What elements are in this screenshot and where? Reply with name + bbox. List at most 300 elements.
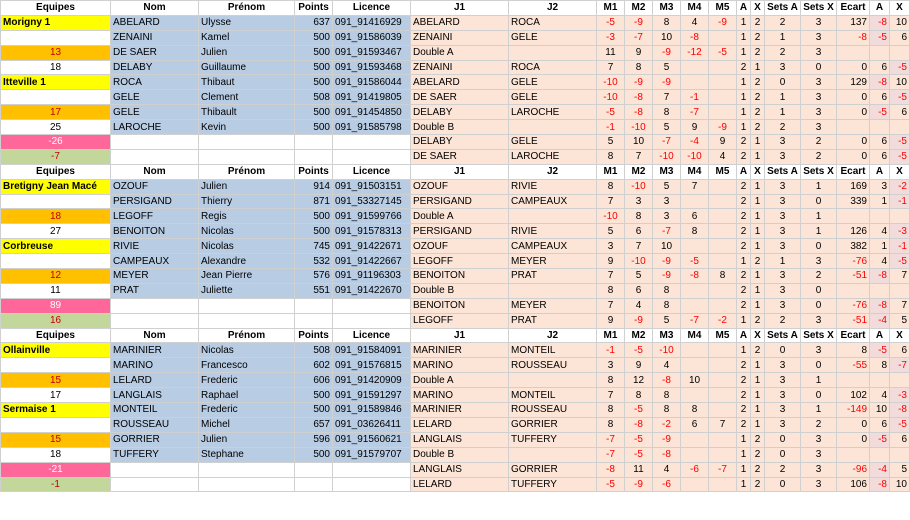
points-cell[interactable]: 500 — [295, 447, 333, 462]
prenom-cell[interactable]: Michel — [199, 417, 295, 432]
x-cell[interactable]: 1 — [751, 135, 765, 150]
m2-cell[interactable]: -5 — [625, 447, 653, 462]
nom-cell[interactable]: CAMPEAUX — [111, 254, 199, 269]
column-header-9[interactable]: M3 — [653, 328, 681, 343]
m4-cell[interactable] — [681, 194, 709, 209]
column-header-4[interactable]: Licence — [333, 328, 411, 343]
column-header-0[interactable]: Equipes — [1, 164, 111, 179]
m5-cell[interactable] — [709, 75, 737, 90]
column-header-7[interactable]: M1 — [597, 328, 625, 343]
ecart-cell[interactable] — [837, 447, 870, 462]
column-header-10[interactable]: M4 — [681, 164, 709, 179]
m5-cell[interactable] — [709, 254, 737, 269]
nom-cell[interactable]: DELABY — [111, 60, 199, 75]
m1-cell[interactable]: -10 — [597, 209, 625, 224]
ecart-cell[interactable]: -149 — [837, 403, 870, 418]
m4-cell[interactable]: 8 — [681, 224, 709, 239]
result-a-cell[interactable]: 4 — [870, 224, 890, 239]
points-cell[interactable]: 500 — [295, 30, 333, 45]
sets-a-cell[interactable]: 3 — [765, 388, 801, 403]
result-x-cell[interactable]: 6 — [890, 30, 910, 45]
sets-x-cell[interactable]: 1 — [801, 403, 837, 418]
x-cell[interactable]: 1 — [751, 283, 765, 298]
result-x-cell[interactable]: -2 — [890, 179, 910, 194]
ecart-cell[interactable]: 382 — [837, 239, 870, 254]
points-cell[interactable]: 637 — [295, 15, 333, 30]
sets-x-cell[interactable]: 0 — [801, 60, 837, 75]
m3-cell[interactable]: -7 — [653, 135, 681, 150]
column-header-12[interactable]: A — [737, 328, 751, 343]
result-x-cell[interactable]: -3 — [890, 224, 910, 239]
j1-cell[interactable]: OZOUF — [411, 239, 509, 254]
m4-cell[interactable] — [681, 298, 709, 313]
m5-cell[interactable]: -9 — [709, 120, 737, 135]
ecart-cell[interactable]: 0 — [837, 105, 870, 120]
j2-cell[interactable]: ROCA — [509, 15, 597, 30]
m3-cell[interactable]: 3 — [653, 194, 681, 209]
ecart-cell[interactable]: 129 — [837, 75, 870, 90]
j1-cell[interactable]: PERSIGAND — [411, 194, 509, 209]
points-cell[interactable]: 576 — [295, 269, 333, 284]
j2-cell[interactable]: ROUSSEAU — [509, 403, 597, 418]
m2-cell[interactable]: -9 — [625, 15, 653, 30]
m2-cell[interactable]: -8 — [625, 417, 653, 432]
sets-a-cell[interactable]: 3 — [765, 283, 801, 298]
a-cell[interactable]: 1 — [737, 462, 751, 477]
x-cell[interactable]: 1 — [751, 239, 765, 254]
j1-cell[interactable]: LEGOFF — [411, 313, 509, 328]
points-cell[interactable]: 500 — [295, 75, 333, 90]
licence-cell[interactable]: 091_91593467 — [333, 45, 411, 60]
m2-cell[interactable]: 8 — [625, 209, 653, 224]
points-cell[interactable]: 657 — [295, 417, 333, 432]
m1-cell[interactable]: 8 — [597, 417, 625, 432]
m2-cell[interactable]: 6 — [625, 283, 653, 298]
m4-cell[interactable]: 8 — [681, 403, 709, 418]
x-cell[interactable]: 2 — [751, 313, 765, 328]
result-a-cell[interactable]: 6 — [870, 60, 890, 75]
licence-cell[interactable]: 091_53327145 — [333, 194, 411, 209]
nom-cell[interactable]: DE SAER — [111, 45, 199, 60]
j2-cell[interactable]: PRAT — [509, 313, 597, 328]
x-cell[interactable]: 2 — [751, 105, 765, 120]
ecart-cell[interactable]: 0 — [837, 60, 870, 75]
prenom-cell[interactable]: Frederic — [199, 373, 295, 388]
a-cell[interactable]: 1 — [737, 343, 751, 358]
sets-a-cell[interactable]: 3 — [765, 179, 801, 194]
points-cell[interactable] — [295, 462, 333, 477]
result-x-cell[interactable]: -5 — [890, 135, 910, 150]
m2-cell[interactable]: 7 — [625, 149, 653, 164]
a-cell[interactable]: 2 — [737, 149, 751, 164]
prenom-cell[interactable]: Frederic — [199, 403, 295, 418]
m2-cell[interactable]: -5 — [625, 403, 653, 418]
column-header-1[interactable]: Nom — [111, 328, 199, 343]
prenom-cell[interactable]: Nicolas — [199, 224, 295, 239]
m5-cell[interactable] — [709, 239, 737, 254]
j2-cell[interactable] — [509, 209, 597, 224]
prenom-cell[interactable]: Alexandre — [199, 254, 295, 269]
m4-cell[interactable] — [681, 477, 709, 492]
j2-cell[interactable]: GELE — [509, 90, 597, 105]
licence-cell[interactable] — [333, 477, 411, 492]
ecart-cell[interactable] — [837, 120, 870, 135]
points-cell[interactable]: 532 — [295, 254, 333, 269]
sets-x-cell[interactable]: 2 — [801, 135, 837, 150]
team-cell[interactable] — [1, 90, 111, 105]
sets-a-cell[interactable]: 3 — [765, 269, 801, 284]
sets-a-cell[interactable]: 3 — [765, 209, 801, 224]
x-cell[interactable]: 2 — [751, 75, 765, 90]
result-x-cell[interactable]: 6 — [890, 432, 910, 447]
m1-cell[interactable]: 8 — [597, 403, 625, 418]
m5-cell[interactable] — [709, 30, 737, 45]
column-header-8[interactable]: M2 — [625, 1, 653, 16]
result-x-cell[interactable]: -1 — [890, 194, 910, 209]
m5-cell[interactable]: -7 — [709, 462, 737, 477]
prenom-cell[interactable] — [199, 135, 295, 150]
result-x-cell[interactable] — [890, 120, 910, 135]
sets-x-cell[interactable]: 2 — [801, 269, 837, 284]
m5-cell[interactable] — [709, 224, 737, 239]
m1-cell[interactable]: -1 — [597, 343, 625, 358]
j2-cell[interactable]: MONTEIL — [509, 388, 597, 403]
x-cell[interactable]: 2 — [751, 45, 765, 60]
x-cell[interactable]: 1 — [751, 60, 765, 75]
team-cell[interactable]: 15 — [1, 432, 111, 447]
sets-a-cell[interactable]: 2 — [765, 120, 801, 135]
m1-cell[interactable]: 9 — [597, 313, 625, 328]
column-header-18[interactable]: X — [890, 1, 910, 16]
team-cell[interactable]: 15 — [1, 373, 111, 388]
j1-cell[interactable]: ZENAINI — [411, 60, 509, 75]
points-cell[interactable]: 500 — [295, 105, 333, 120]
m2-cell[interactable]: 9 — [625, 45, 653, 60]
column-header-8[interactable]: M2 — [625, 164, 653, 179]
points-cell[interactable] — [295, 135, 333, 150]
licence-cell[interactable]: 091_91579707 — [333, 447, 411, 462]
column-header-6[interactable]: J2 — [509, 328, 597, 343]
j2-cell[interactable]: GELE — [509, 135, 597, 150]
sets-x-cell[interactable]: 2 — [801, 417, 837, 432]
m2-cell[interactable]: -9 — [625, 477, 653, 492]
result-a-cell[interactable] — [870, 283, 890, 298]
column-header-15[interactable]: Sets X — [801, 164, 837, 179]
j1-cell[interactable]: Double A — [411, 45, 509, 60]
sets-x-cell[interactable]: 3 — [801, 432, 837, 447]
column-header-3[interactable]: Points — [295, 164, 333, 179]
m5-cell[interactable] — [709, 283, 737, 298]
j2-cell[interactable] — [509, 447, 597, 462]
licence-cell[interactable]: 091_03626411 — [333, 417, 411, 432]
points-cell[interactable]: 745 — [295, 239, 333, 254]
nom-cell[interactable]: BENOITON — [111, 224, 199, 239]
prenom-cell[interactable]: Thibaut — [199, 75, 295, 90]
m3-cell[interactable]: 5 — [653, 120, 681, 135]
j1-cell[interactable]: DE SAER — [411, 149, 509, 164]
team-cell[interactable]: 17 — [1, 388, 111, 403]
nom-cell[interactable] — [111, 298, 199, 313]
column-header-13[interactable]: X — [751, 328, 765, 343]
sets-x-cell[interactable]: 1 — [801, 209, 837, 224]
points-cell[interactable]: 551 — [295, 283, 333, 298]
m3-cell[interactable]: -6 — [653, 477, 681, 492]
m4-cell[interactable] — [681, 343, 709, 358]
a-cell[interactable]: 1 — [737, 30, 751, 45]
a-cell[interactable]: 1 — [737, 477, 751, 492]
sets-a-cell[interactable]: 1 — [765, 254, 801, 269]
a-cell[interactable]: 1 — [737, 15, 751, 30]
team-cell[interactable]: Corbreuse — [1, 239, 111, 254]
points-cell[interactable] — [295, 298, 333, 313]
m3-cell[interactable]: 8 — [653, 15, 681, 30]
nom-cell[interactable]: PRAT — [111, 283, 199, 298]
team-cell[interactable]: 13 — [1, 45, 111, 60]
m2-cell[interactable]: -8 — [625, 90, 653, 105]
sets-x-cell[interactable]: 3 — [801, 462, 837, 477]
m1-cell[interactable]: -5 — [597, 15, 625, 30]
column-header-0[interactable]: Equipes — [1, 1, 111, 16]
sets-x-cell[interactable]: 0 — [801, 298, 837, 313]
m2-cell[interactable]: 12 — [625, 373, 653, 388]
team-cell[interactable] — [1, 358, 111, 373]
m1-cell[interactable]: -10 — [597, 75, 625, 90]
j1-cell[interactable]: MARINIER — [411, 403, 509, 418]
m2-cell[interactable]: -10 — [625, 179, 653, 194]
points-cell[interactable] — [295, 149, 333, 164]
m5-cell[interactable]: -2 — [709, 313, 737, 328]
team-cell[interactable] — [1, 417, 111, 432]
m4-cell[interactable]: -5 — [681, 254, 709, 269]
m3-cell[interactable]: 4 — [653, 358, 681, 373]
result-a-cell[interactable]: -5 — [870, 432, 890, 447]
m2-cell[interactable]: 8 — [625, 60, 653, 75]
team-cell[interactable]: Itteville 1 — [1, 75, 111, 90]
sets-a-cell[interactable]: 2 — [765, 313, 801, 328]
prenom-cell[interactable]: Juliette — [199, 283, 295, 298]
m1-cell[interactable]: 11 — [597, 45, 625, 60]
m2-cell[interactable]: 5 — [625, 269, 653, 284]
column-header-14[interactable]: Sets A — [765, 164, 801, 179]
j2-cell[interactable]: CAMPEAUX — [509, 239, 597, 254]
ecart-cell[interactable]: 169 — [837, 179, 870, 194]
m3-cell[interactable]: -9 — [653, 269, 681, 284]
team-cell[interactable]: Morigny 1 — [1, 15, 111, 30]
m4-cell[interactable]: 6 — [681, 417, 709, 432]
column-header-16[interactable]: Ecart — [837, 328, 870, 343]
m2-cell[interactable]: -8 — [625, 105, 653, 120]
m4-cell[interactable]: 7 — [681, 179, 709, 194]
licence-cell[interactable]: 091_91454850 — [333, 105, 411, 120]
nom-cell[interactable]: ROCA — [111, 75, 199, 90]
m1-cell[interactable]: 7 — [597, 298, 625, 313]
a-cell[interactable]: 2 — [737, 417, 751, 432]
licence-cell[interactable] — [333, 313, 411, 328]
m1-cell[interactable]: -5 — [597, 477, 625, 492]
licence-cell[interactable] — [333, 298, 411, 313]
points-cell[interactable]: 500 — [295, 403, 333, 418]
x-cell[interactable]: 1 — [751, 403, 765, 418]
m3-cell[interactable]: 8 — [653, 283, 681, 298]
column-header-13[interactable]: X — [751, 1, 765, 16]
column-header-11[interactable]: M5 — [709, 164, 737, 179]
m4-cell[interactable]: -1 — [681, 90, 709, 105]
ecart-cell[interactable]: -76 — [837, 298, 870, 313]
m5-cell[interactable] — [709, 373, 737, 388]
team-cell[interactable]: Bretigny Jean Macé — [1, 179, 111, 194]
points-cell[interactable]: 508 — [295, 90, 333, 105]
sets-x-cell[interactable]: 3 — [801, 447, 837, 462]
licence-cell[interactable]: 091_91586039 — [333, 30, 411, 45]
m5-cell[interactable]: -5 — [709, 45, 737, 60]
sets-x-cell[interactable]: 1 — [801, 373, 837, 388]
column-header-13[interactable]: X — [751, 164, 765, 179]
j2-cell[interactable]: GELE — [509, 30, 597, 45]
j1-cell[interactable]: ABELARD — [411, 75, 509, 90]
nom-cell[interactable]: GELE — [111, 90, 199, 105]
m3-cell[interactable]: -9 — [653, 432, 681, 447]
m5-cell[interactable]: 8 — [709, 269, 737, 284]
licence-cell[interactable]: 091_91560621 — [333, 432, 411, 447]
sets-a-cell[interactable]: 1 — [765, 30, 801, 45]
x-cell[interactable]: 2 — [751, 477, 765, 492]
m3-cell[interactable]: 7 — [653, 90, 681, 105]
result-x-cell[interactable]: -7 — [890, 358, 910, 373]
column-header-3[interactable]: Points — [295, 1, 333, 16]
prenom-cell[interactable]: Raphael — [199, 388, 295, 403]
m2-cell[interactable]: -5 — [625, 432, 653, 447]
m2-cell[interactable]: 7 — [625, 239, 653, 254]
column-header-6[interactable]: J2 — [509, 164, 597, 179]
nom-cell[interactable]: GORRIER — [111, 432, 199, 447]
m5-cell[interactable] — [709, 403, 737, 418]
ecart-cell[interactable]: -51 — [837, 269, 870, 284]
result-a-cell[interactable]: -4 — [870, 462, 890, 477]
m4-cell[interactable]: -7 — [681, 105, 709, 120]
x-cell[interactable]: 2 — [751, 15, 765, 30]
nom-cell[interactable]: MARINO — [111, 358, 199, 373]
sets-a-cell[interactable]: 0 — [765, 75, 801, 90]
sets-x-cell[interactable]: 0 — [801, 194, 837, 209]
m3-cell[interactable]: -9 — [653, 45, 681, 60]
m4-cell[interactable]: 9 — [681, 120, 709, 135]
column-header-1[interactable]: Nom — [111, 164, 199, 179]
ecart-cell[interactable]: 0 — [837, 135, 870, 150]
result-x-cell[interactable]: 7 — [890, 298, 910, 313]
m3-cell[interactable]: 8 — [653, 403, 681, 418]
prenom-cell[interactable] — [199, 313, 295, 328]
licence-cell[interactable]: 091_91578313 — [333, 224, 411, 239]
sets-a-cell[interactable]: 3 — [765, 417, 801, 432]
m4-cell[interactable]: -10 — [681, 149, 709, 164]
column-header-18[interactable]: X — [890, 164, 910, 179]
m4-cell[interactable] — [681, 432, 709, 447]
points-cell[interactable]: 871 — [295, 194, 333, 209]
ecart-cell[interactable] — [837, 209, 870, 224]
sets-x-cell[interactable]: 3 — [801, 313, 837, 328]
licence-cell[interactable] — [333, 135, 411, 150]
m4-cell[interactable]: -4 — [681, 135, 709, 150]
ecart-cell[interactable]: -76 — [837, 254, 870, 269]
a-cell[interactable]: 2 — [737, 269, 751, 284]
m1-cell[interactable]: 5 — [597, 224, 625, 239]
licence-cell[interactable]: 091_91422671 — [333, 239, 411, 254]
x-cell[interactable]: 2 — [751, 343, 765, 358]
sets-a-cell[interactable]: 2 — [765, 462, 801, 477]
j2-cell[interactable]: PRAT — [509, 269, 597, 284]
result-a-cell[interactable] — [870, 209, 890, 224]
j2-cell[interactable]: MEYER — [509, 254, 597, 269]
x-cell[interactable]: 2 — [751, 254, 765, 269]
m1-cell[interactable]: 7 — [597, 388, 625, 403]
a-cell[interactable]: 2 — [737, 194, 751, 209]
m1-cell[interactable]: 3 — [597, 358, 625, 373]
sets-a-cell[interactable]: 2 — [765, 45, 801, 60]
m5-cell[interactable] — [709, 432, 737, 447]
column-header-7[interactable]: M1 — [597, 1, 625, 16]
result-x-cell[interactable]: 6 — [890, 105, 910, 120]
column-header-0[interactable]: Equipes — [1, 328, 111, 343]
j1-cell[interactable]: MARINO — [411, 388, 509, 403]
nom-cell[interactable] — [111, 313, 199, 328]
column-header-2[interactable]: Prénom — [199, 164, 295, 179]
m4-cell[interactable]: -8 — [681, 30, 709, 45]
m2-cell[interactable]: -7 — [625, 30, 653, 45]
licence-cell[interactable]: 091_91503151 — [333, 179, 411, 194]
m3-cell[interactable]: 8 — [653, 105, 681, 120]
j1-cell[interactable]: Double B — [411, 447, 509, 462]
m5-cell[interactable] — [709, 105, 737, 120]
sets-a-cell[interactable]: 1 — [765, 90, 801, 105]
sets-a-cell[interactable]: 3 — [765, 358, 801, 373]
result-x-cell[interactable] — [890, 447, 910, 462]
m4-cell[interactable] — [681, 283, 709, 298]
column-header-5[interactable]: J1 — [411, 1, 509, 16]
j2-cell[interactable]: CAMPEAUX — [509, 194, 597, 209]
j2-cell[interactable] — [509, 283, 597, 298]
prenom-cell[interactable]: Nicolas — [199, 239, 295, 254]
m4-cell[interactable]: -7 — [681, 313, 709, 328]
result-x-cell[interactable]: -3 — [890, 388, 910, 403]
prenom-cell[interactable] — [199, 462, 295, 477]
a-cell[interactable]: 2 — [737, 209, 751, 224]
ecart-cell[interactable]: 126 — [837, 224, 870, 239]
team-cell[interactable]: 18 — [1, 447, 111, 462]
m2-cell[interactable]: 4 — [625, 298, 653, 313]
j2-cell[interactable] — [509, 373, 597, 388]
m4-cell[interactable]: -12 — [681, 45, 709, 60]
points-cell[interactable]: 500 — [295, 60, 333, 75]
team-cell[interactable]: 17 — [1, 105, 111, 120]
m3-cell[interactable]: 5 — [653, 313, 681, 328]
j1-cell[interactable]: Double B — [411, 283, 509, 298]
j2-cell[interactable]: GORRIER — [509, 462, 597, 477]
prenom-cell[interactable]: Julien — [199, 432, 295, 447]
ecart-cell[interactable]: -8 — [837, 30, 870, 45]
column-header-16[interactable]: Ecart — [837, 1, 870, 16]
nom-cell[interactable]: ROUSSEAU — [111, 417, 199, 432]
result-a-cell[interactable]: -4 — [870, 313, 890, 328]
column-header-12[interactable]: A — [737, 1, 751, 16]
result-a-cell[interactable]: -5 — [870, 30, 890, 45]
sets-a-cell[interactable]: 3 — [765, 149, 801, 164]
column-header-11[interactable]: M5 — [709, 328, 737, 343]
j2-cell[interactable]: GELE — [509, 75, 597, 90]
m5-cell[interactable] — [709, 358, 737, 373]
sets-a-cell[interactable]: 0 — [765, 477, 801, 492]
points-cell[interactable]: 500 — [295, 120, 333, 135]
m2-cell[interactable]: 9 — [625, 358, 653, 373]
